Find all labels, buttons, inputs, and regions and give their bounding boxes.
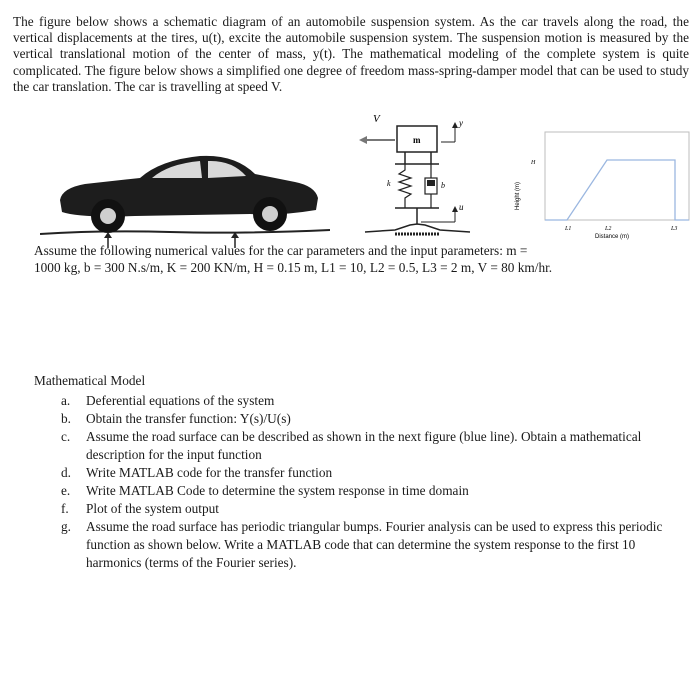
l3-label: L3 [671,226,678,232]
car-illustration [40,130,330,250]
l2-label: L2 [605,226,612,232]
l1-label: L1 [565,226,572,232]
task-text: Obtain the transfer function: Y(s)/U(s) [86,411,291,426]
task-letter: d. [61,465,71,480]
task-item [34,482,684,500]
x-axis-label: Distance (m) [595,234,630,240]
task-item [34,464,684,482]
task-text: Write MATLAB code for the transfer function [86,465,333,480]
task-item [34,392,684,410]
section-title: Mathematical Model [34,373,146,388]
speed-label: V [373,113,380,125]
task-item [34,410,684,428]
task-letter: c. [61,429,71,444]
task-list [34,392,684,572]
task-item [34,500,684,518]
mass-label: m [413,135,421,145]
task-letter: e. [61,483,71,498]
mass-spring-damper-diagram [355,112,475,247]
y-label: y [459,118,463,128]
task-text: Write MATLAB Code to determine the system response in time domain [86,483,469,498]
problem-intro: The figure below shows a schematic diagram of an automobile suspension system. As the car travels along the road, the vertical displacements at the tires, u(t), excite the automobile suspension system. The suspension motion is measured by the vertical translational motion of the center of mass, y(t). The mathematical modeling of the complete system is quite complicated. The figure below shows a simplified one degree of freedom mass-spring-damper model that can be used to study the car translation. The car is travelling at speed V. [13,14,689,94]
task-text: Assume the road surface has periodic triangular bumps. Fourier analysis can be used to express this periodic function as shown below. Write a MATLAB code that can determine the system response to the first 10 harmonics (terms of the Fourier series). [86,519,663,570]
spring-label: k [387,179,391,188]
road-profile-line [545,160,689,220]
u-label: u [459,202,464,212]
task-text: Plot of the system output [86,501,219,516]
mathematical-model-section [34,372,684,572]
task-item [34,518,684,572]
task-letter: a. [61,393,71,408]
task-letter: f. [61,501,69,516]
assumptions-line-1: Assume the following numerical values for the car parameters and the input parameters: m = [34,243,528,258]
task-text: Assume the road surface can be described as shown in the next figure (blue line). Obtain a mathematical description for the input function [86,429,642,462]
damper-label: b [441,181,445,190]
task-text: Deferential equations of the system [86,393,275,408]
task-item [34,428,684,464]
figure-row [0,112,700,252]
assumptions [34,242,674,276]
road-profile-plot [505,124,695,244]
y-axis-label: Height (m) [515,181,521,210]
task-letter: g. [61,519,71,534]
h-label: H [531,160,536,166]
assumptions-line-2: 1000 kg, b = 300 N.s/m, K = 200 KN/m, H = 0.15 m, L1 = 10, L2 = 0.5, L3 = 2 m, V = 80 km/hr. [34,260,553,275]
task-letter: b. [61,411,71,426]
